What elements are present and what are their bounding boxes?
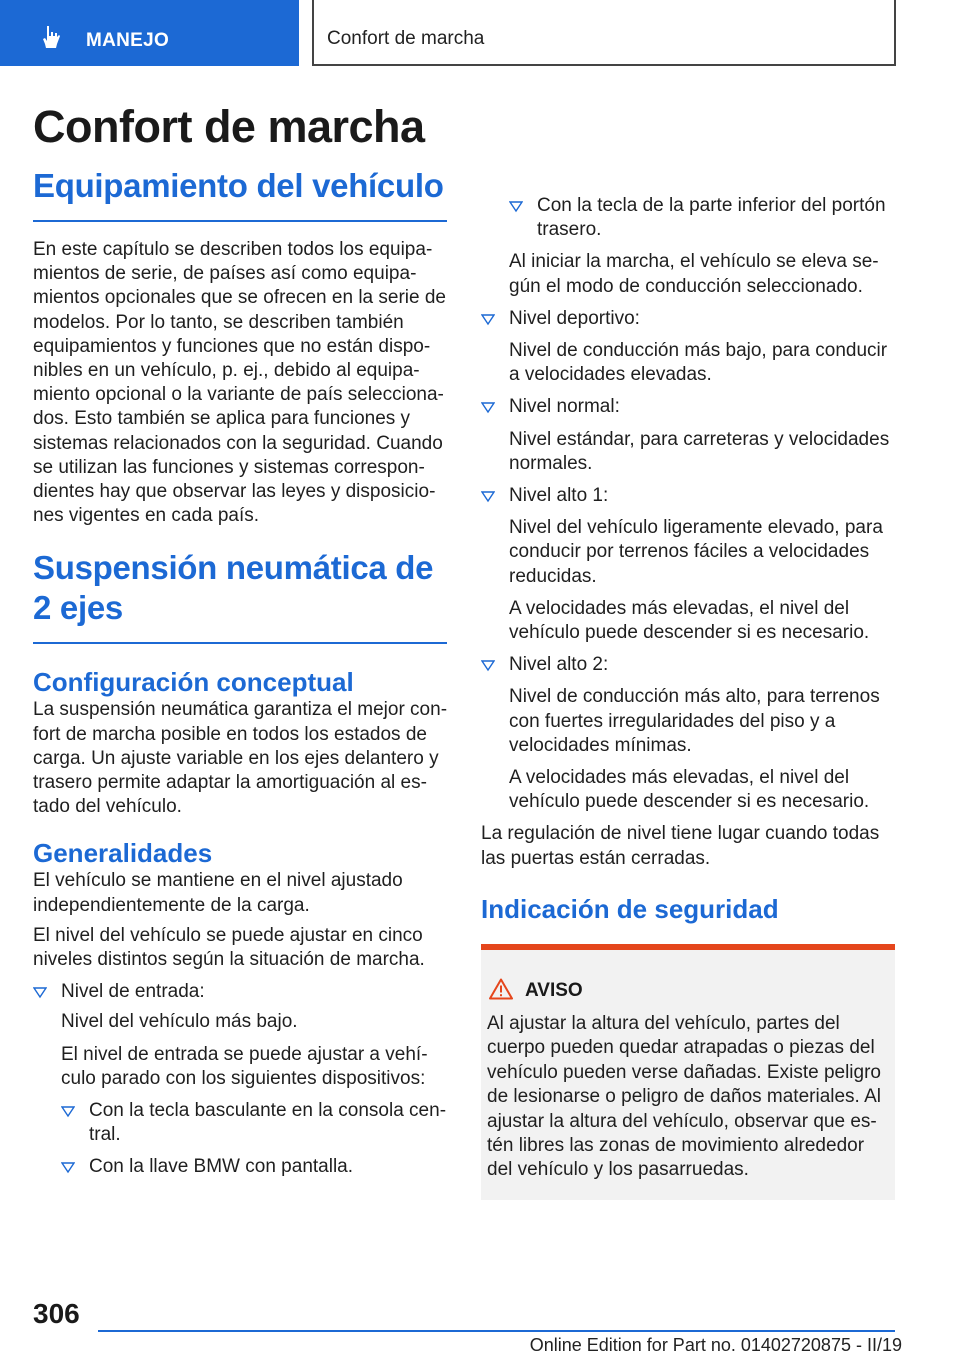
heading-safety: Indicación de seguridad	[481, 893, 779, 924]
warning-box	[481, 944, 895, 1200]
list-item-desc: A velocidades más elevadas, el nivel del vehículo puede descender si es necesario.	[509, 597, 870, 644]
sub-list-item	[481, 194, 895, 242]
sub-list-item-label: Con la tecla de la parte inferior del portón trasero.	[537, 195, 886, 241]
triangle-bullet-icon	[61, 1104, 75, 1118]
list-item-label: Nivel normal:	[509, 396, 620, 418]
list-item	[33, 980, 447, 1004]
triangle-bullet-icon	[481, 400, 495, 414]
heading-general: Generalidades	[33, 838, 213, 869]
list-item-label: Nivel alto 1:	[509, 485, 609, 507]
paragraph-start: Al iniciar la marcha, el vehículo se eleva según el modo de conducción seleccionado.	[509, 251, 879, 297]
list-item-desc: A velocidades más elevadas, el nivel del vehículo puede descender si es necesario.	[509, 767, 870, 813]
right-column	[481, 194, 895, 925]
list-item-desc: Nivel estándar, para carreteras y velocidades normales.	[509, 428, 890, 474]
paragraph-concept: La suspensión neumática garantiza el mejor confort de marcha posible en todos los estados de carga. Un ajuste variable en los ejes delantero y trasero permite adaptar la amortiguación al estado del vehículo.	[33, 699, 448, 818]
paragraph-general-2: El nivel del vehículo se puede ajustar en cinco niveles distintos según la situación de marcha.	[33, 924, 425, 971]
warning-title: AVISO	[525, 980, 583, 1001]
sub-list-item	[33, 1155, 447, 1179]
chapter-header	[312, 0, 896, 66]
list-item-desc: Nivel de conducción más alto, para terrenos con fuertes irregularidades del piso y a velocidades mínimas.	[509, 686, 880, 756]
triangle-bullet-icon	[481, 658, 495, 672]
sub-list-item-label: Con la llave BMW con pantalla.	[89, 1156, 354, 1178]
heading-equipment: Equipamiento del vehículo	[33, 166, 447, 222]
warning-triangle-icon	[489, 978, 513, 1000]
list-item-label: Nivel deportivo:	[509, 307, 640, 329]
list-item-desc: Nivel del vehículo ligeramente elevado, para conducir por terrenos fáciles a velocidades reducidas.	[509, 517, 883, 587]
paragraph-general-1: El vehículo se mantiene en el nivel ajustado independientemente de la carga.	[33, 870, 403, 916]
sub-list-item-label: Con la tecla basculante en la consola central.	[89, 1100, 447, 1146]
triangle-bullet-icon	[509, 199, 523, 213]
footer-divider	[98, 1330, 895, 1332]
page-title: Confort de marcha	[33, 101, 425, 152]
list-item	[481, 307, 895, 331]
triangle-bullet-icon	[61, 1160, 75, 1174]
list-item-desc: Nivel de conducción más bajo, para conducir a velocidades elevadas.	[509, 340, 888, 386]
list-item-label: Nivel alto 2:	[509, 654, 609, 676]
list-item-desc: El nivel de entrada se puede ajustar a vehículo parado con los siguientes dispositivos:	[61, 1043, 428, 1089]
triangle-bullet-icon	[481, 312, 495, 326]
sub-list-item	[33, 1099, 447, 1147]
list-item-desc: Nivel del vehículo más bajo.	[61, 1011, 298, 1033]
page-number: 306	[33, 1298, 80, 1329]
steering-hand-icon	[38, 24, 64, 50]
list-item	[481, 484, 895, 508]
section-tab	[0, 0, 299, 66]
footer-edition: Online Edition for Part no. 01402720875 - II/19	[529, 1335, 902, 1355]
heading-concept: Configuración conceptual	[33, 667, 354, 698]
triangle-bullet-icon	[481, 489, 495, 503]
list-item	[481, 653, 895, 677]
left-column	[33, 100, 447, 1188]
list-item-label: Nivel de entrada:	[61, 981, 205, 1003]
triangle-bullet-icon	[33, 985, 47, 999]
heading-suspension: Suspensión neumática de 2 ejes	[33, 548, 447, 644]
paragraph-equipment: En este capítulo se describen todos los equipamientos de serie, de países así como equipamientos opcionales que se ofrecen en la serie de modelos. Por lo tanto, se describen también equipamientos y funciones que no están disponibles en un vehículo, p. ej., debido al equipamiento opcional o la variante de país seleccionados. Esto también se aplica para funciones y sistemas relacionados con la seguridad. Cuando se utilizan las funciones y sistemas correspondientes hay que observar las leyes y disposiciones vigentes en cada país.	[33, 239, 446, 527]
section-label: MANEJO	[86, 30, 170, 51]
list-item	[481, 395, 895, 419]
warning-text: Al ajustar la altura del vehículo, partes del cuerpo pueden quedar atrapadas o piezas del vehículo pueden verse dañadas. Existe peligro de lesionarse o peligro de daños materiales. Al ajustar la altura del vehículo, observar que estén libres las zonas de movimiento alrededor del vehículo y los pasarruedas.	[487, 1013, 881, 1181]
chapter-title: Confort de marcha	[327, 28, 485, 49]
paragraph-doors: La regulación de nivel tiene lugar cuando todas las puertas están cerradas.	[481, 823, 880, 869]
